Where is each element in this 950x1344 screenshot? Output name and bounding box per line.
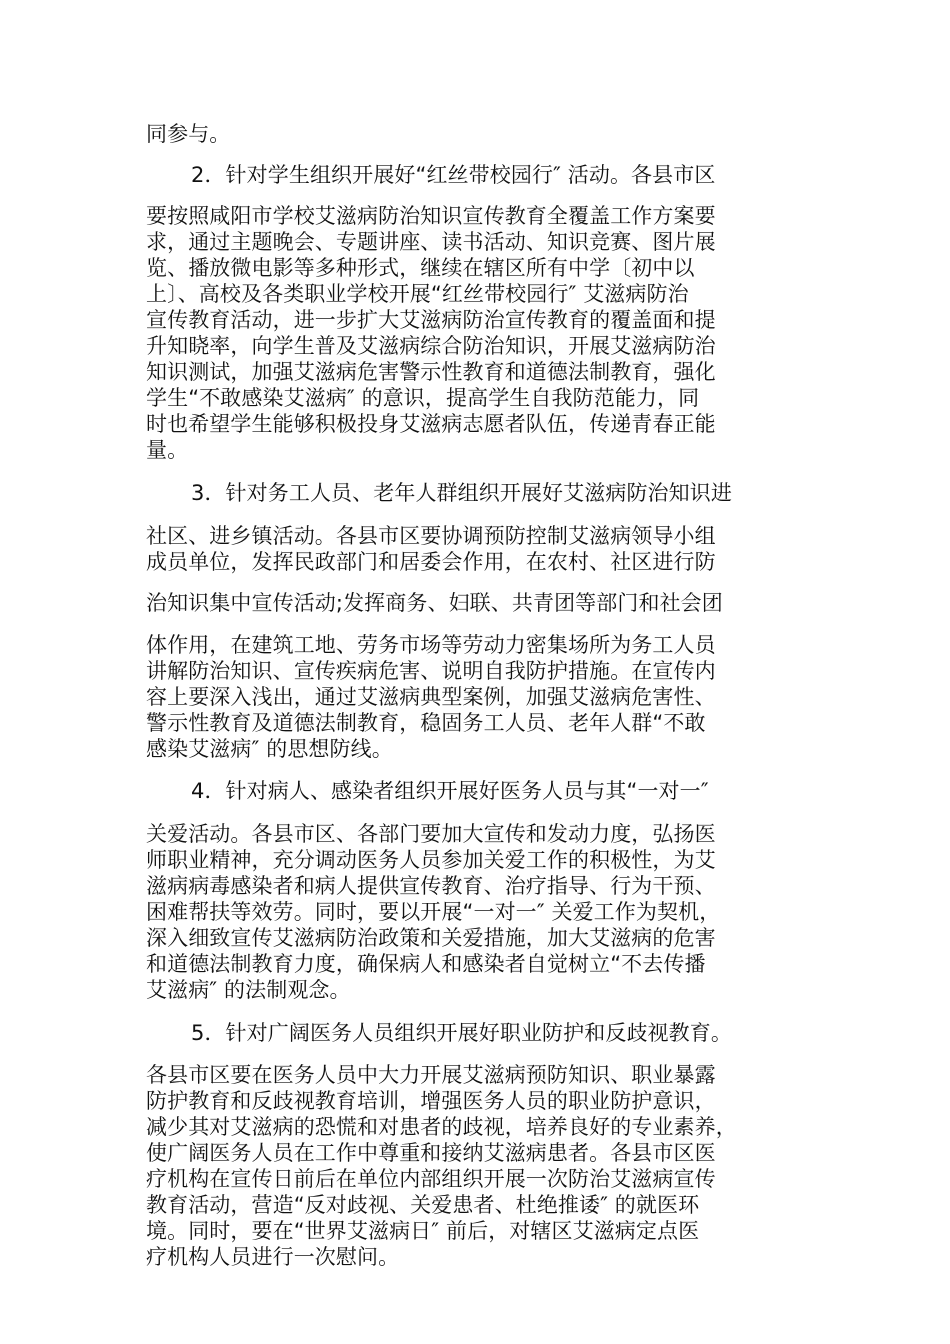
text-line: 境。同时，要在“世界艾滋病日″ 前后，对辖区艾滋病定点医	[146, 1219, 700, 1243]
text-line: 减少其对艾滋病的恐慌和对患者的歧视，培养良好的专业素养，	[146, 1115, 737, 1139]
paragraph-4-heading-line: 4．针对病人、感染者组织开展好医务人员与其“一对一″	[191, 779, 709, 803]
text-line: 容上要深入浅出，通过艾滋病典型案例，加强艾滋病危害性、	[146, 685, 716, 709]
text-line: 量。	[146, 438, 189, 462]
text-line: 困难帮扶等效劳。同时，要以开展“一对一″ 关爱工作为契机，	[146, 900, 721, 924]
text-line: 防护教育和反歧视教育培训，增强医务人员的职业防护意识，	[146, 1089, 716, 1113]
paragraph-3-heading-line: 3．针对务工人员、老年人群组织开展好艾滋病防治知识进	[191, 481, 732, 505]
text-line: 知识测试，加强艾滋病危害警示性教育和道德法制教育，强化	[146, 360, 716, 384]
text-line: 宣传教育活动，进一步扩大艾滋病防治宣传教育的覆盖面和提	[146, 308, 716, 332]
text-line: 滋病病毒感染者和病人提供宣传教育、治疗指导、行为干预、	[146, 874, 716, 898]
paragraph-5-heading-line: 5．针对广阔医务人员组织开展好职业防护和反歧视教育。	[191, 1021, 732, 1045]
text-line: 治知识集中宣传活动;发挥商务、妇联、共青团等部门和社会团	[146, 591, 723, 615]
text-line: 使广阔医务人员在工作中尊重和接纳艾滋病患者。各县市区医	[146, 1141, 716, 1165]
text-line: 艾滋病″ 的法制观念。	[146, 978, 351, 1002]
text-line: 同参与。	[146, 122, 231, 146]
text-line: 疗机构在宣传日前后在单位内部组织开展一次防治艾滋病宣传	[146, 1167, 716, 1191]
text-line: 讲解防治知识、宣传疾病危害、说明自我防护措施。在宣传内	[146, 659, 716, 683]
text-line: 教育活动，营造“反对歧视、关爱患者、杜绝推诿″ 的就医环	[146, 1193, 700, 1217]
text-line: 时也希望学生能够积极投身艾滋病志愿者队伍，传递青春正能	[146, 412, 716, 436]
text-line: 要按照咸阳市学校艾滋病防治知识宣传教育全覆盖工作方案要	[146, 204, 716, 228]
paragraph-2-heading-line: 2．针对学生组织开展好“红丝带校园行″ 活动。各县市区	[191, 163, 716, 187]
text-line: 师职业精神，充分调动医务人员参加关爱工作的积极性，为艾	[146, 848, 716, 872]
text-line: 关爱活动。各县市区、各部门要加大宣传和发动力度，弘扬医	[146, 822, 716, 846]
text-line: 上〕、高校及各类职业学校开展“红丝带校园行″ 艾滋病防治	[146, 282, 689, 306]
text-line: 体作用，在建筑工地、劳务市场等劳动力密集场所为务工人员	[146, 633, 716, 657]
text-line: 览、播放微电影等多种形式，继续在辖区所有中学〔初中以	[146, 256, 695, 280]
text-line: 学生“不敢感染艾滋病″ 的意识，提高学生自我防范能力，同	[146, 386, 700, 410]
text-line: 警示性教育及道德法制教育，稳固务工人员、老年人群“不敢	[146, 711, 706, 735]
text-line: 感染艾滋病″ 的思想防线。	[146, 737, 393, 761]
text-line: 升知晓率，向学生普及艾滋病综合防治知识，开展艾滋病防治	[146, 334, 716, 358]
text-line: 疗机构人员进行一次慰问。	[146, 1245, 400, 1269]
text-line: 各县市区要在医务人员中大力开展艾滋病预防知识、职业暴露	[146, 1063, 716, 1087]
text-line: 成员单位，发挥民政部门和居委会作用，在农村、社区进行防	[146, 550, 716, 574]
text-line: 求，通过主题晚会、专题讲座、读书活动、知识竞赛、图片展	[146, 230, 716, 254]
text-line: 和道德法制教育力度，确保病人和感染者自觉树立“不去传播	[146, 952, 706, 976]
text-line: 深入细致宣传艾滋病防治政策和关爱措施，加大艾滋病的危害	[146, 926, 716, 950]
text-line: 社区、进乡镇活动。各县市区要协调预防控制艾滋病领导小组	[146, 524, 716, 548]
